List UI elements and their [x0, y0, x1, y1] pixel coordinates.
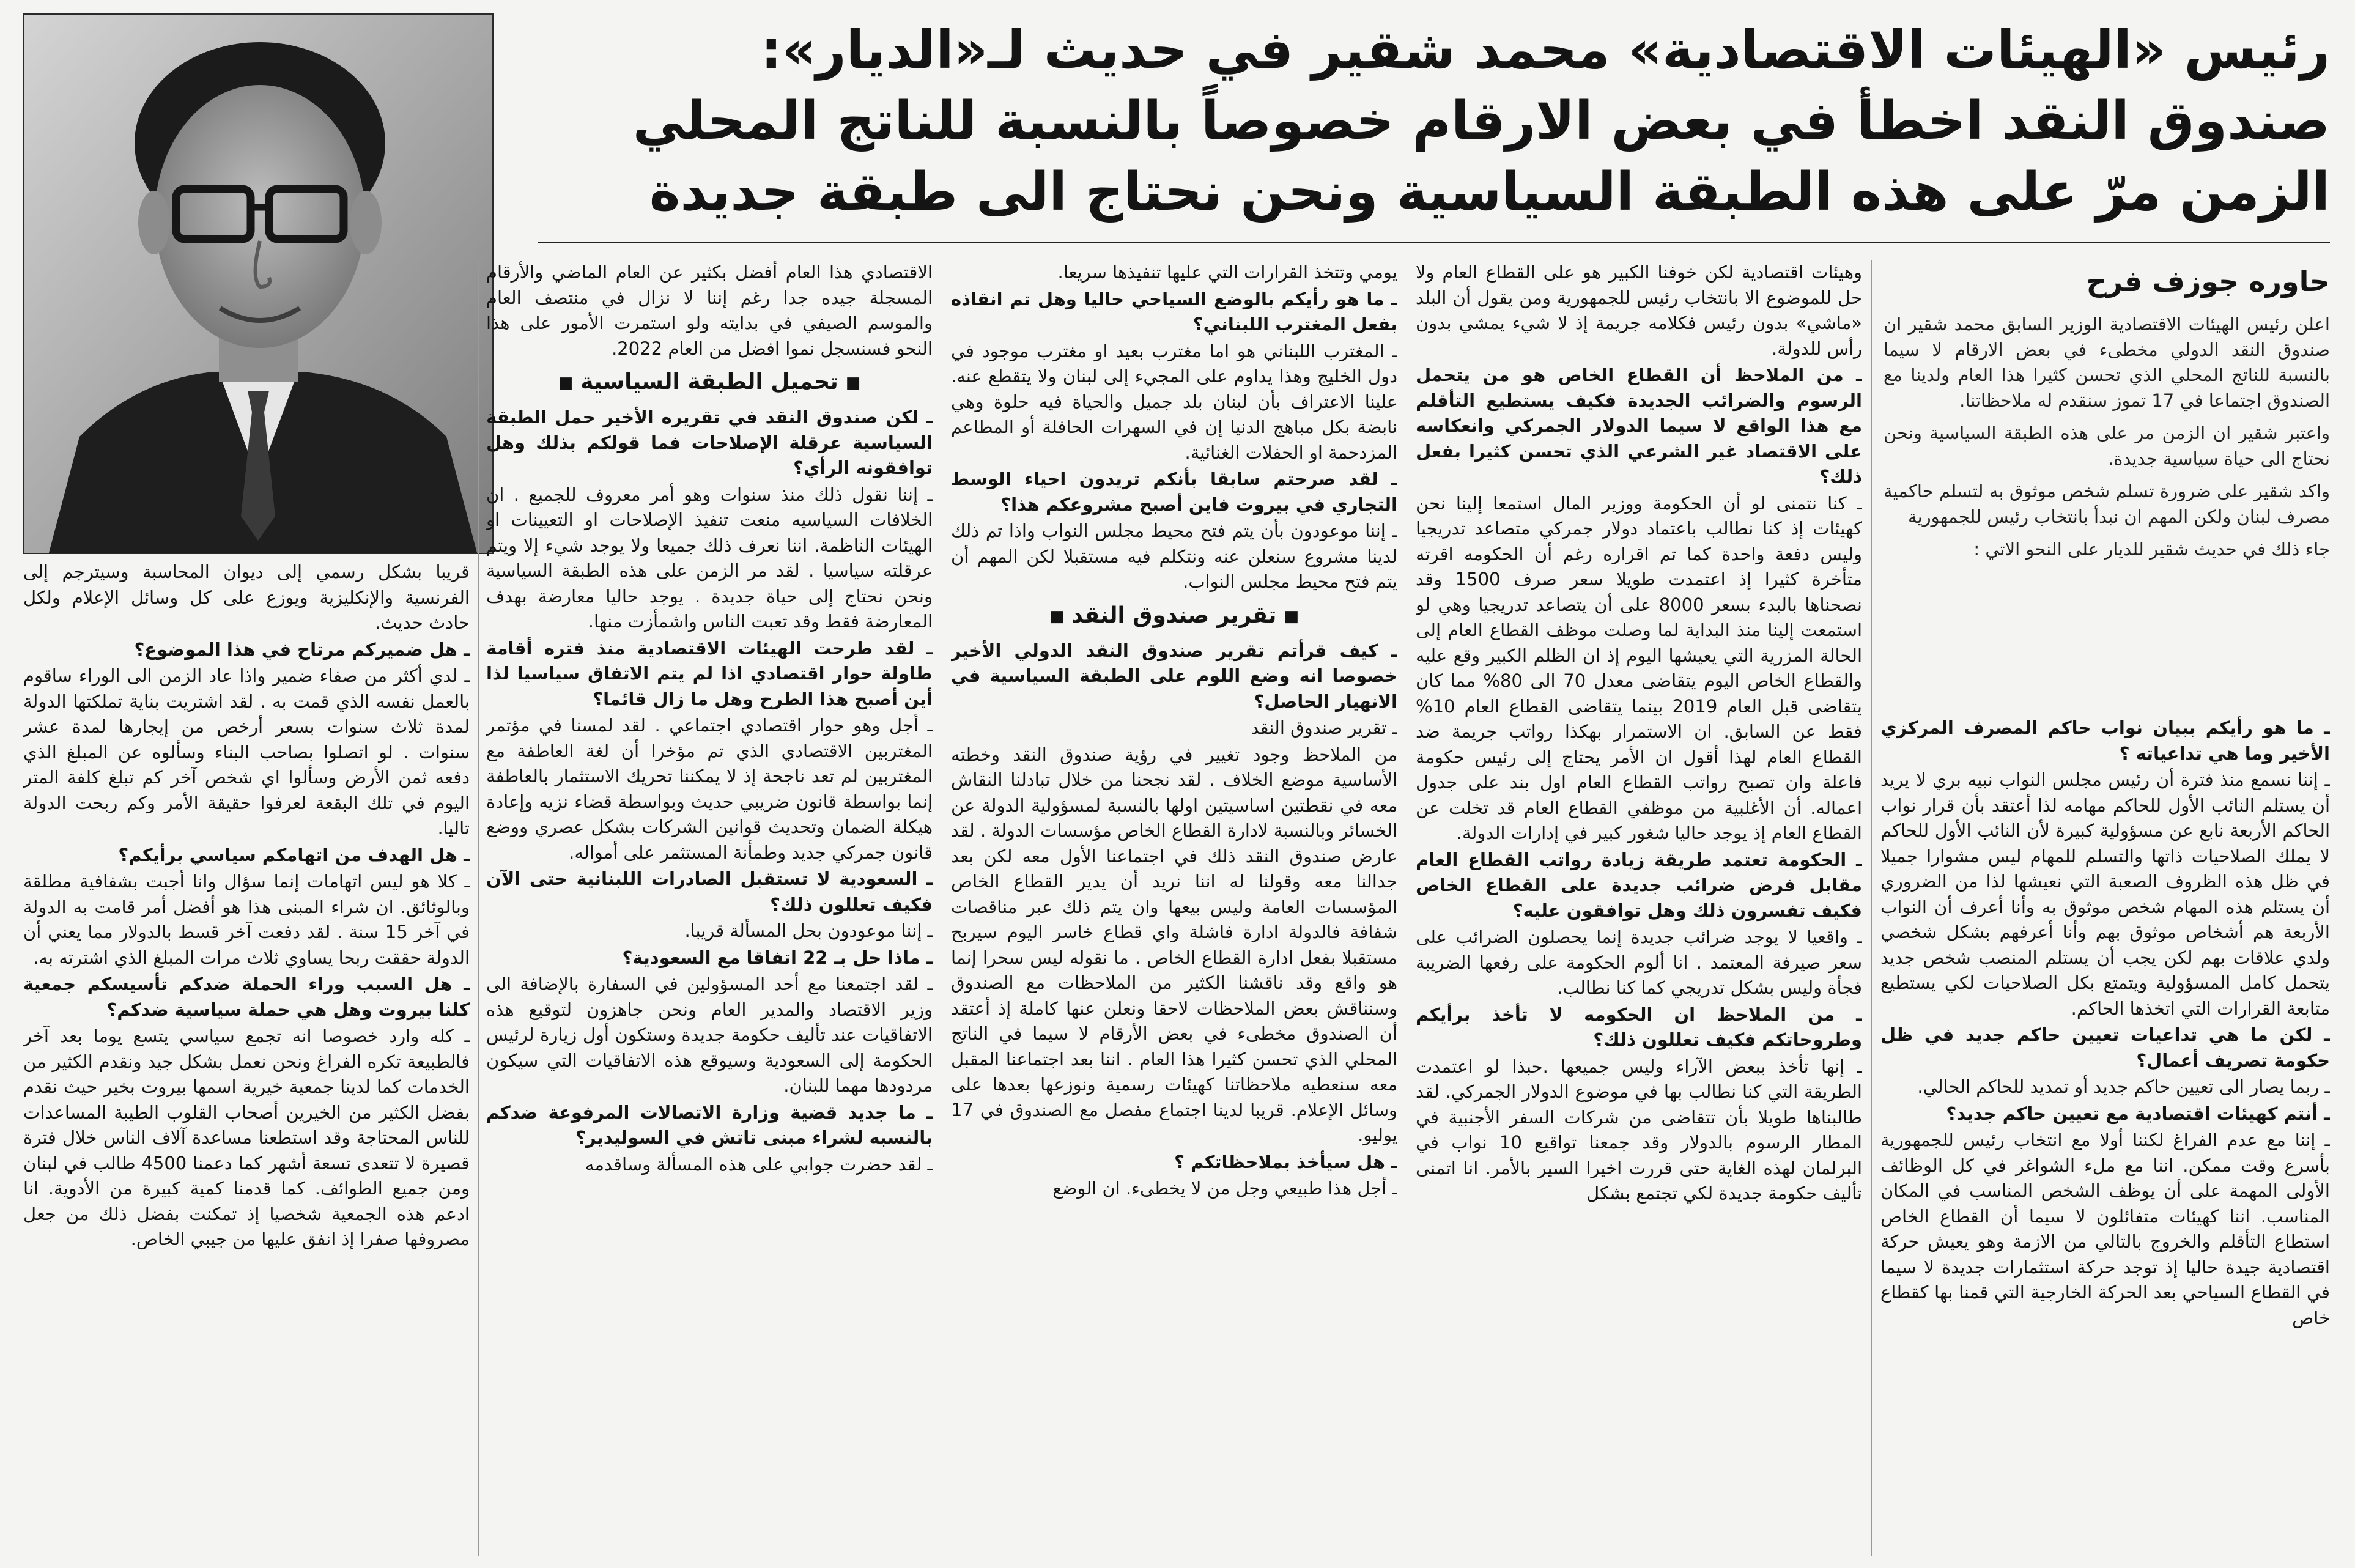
column-paragraph: يومي وتتخذ القرارات التي عليها تنفيذها سريعا. — [1057, 262, 1397, 283]
column-paragraph: ـ واقعيا لا يوجد ضرائب جديدة إنما يحصلون الضرائب على سعر صيرفة المعتمد . انا ألوم الحكومة على رفعها الضريبة فجأة وليس بشكل تدريجي كما كنا نطالب. — [1416, 926, 1862, 998]
section-heading-imf — [951, 600, 1397, 632]
column-paragraph: ـ من الملاحظ أن القطاع الخاص هو من يتحمل الرسوم والضرائب الجديدة فكيف يستطيع التأقلم مع هذا الواقع لا سيما الدولار الجمركي وانعكاسه على الاقتصاد غير الشرعي الذي تحسن كثيرا بفعل ذلك؟ — [1416, 364, 1862, 487]
column-1 — [1880, 716, 2330, 1559]
column-5 — [23, 560, 470, 1559]
column-paragraph: ـ إننا نسمع منذ فترة أن رئيس مجلس النواب نبيه بري لا يريد أن يستلم النائب الأول للحاكم مهامه لذا أعتقد بأن قرار نواب الحاكم الأربعة نابع عن مسؤولية كبيرة لأن النائب الأول للحاكم لا يملك الصلاحيات ذاتها والتسلم للمهام ليس مشوارا جميلا في ظل هذه الظروف الصعبة التي نعيشها لذا من الضروري أن يستلم هذه المهام شخص موثوق به وأنا أعرف أن النواب الأربعة هم أشخاص موثوق بهم وأنا أعرفهم بشكل شخصي ولدي علاقات بهم لكن يجب أن يستلم المنصب شخص جديد يتحمل كامل المسؤولية ويتمتع بكل الصلاحيات لكي يستطيع متابعة القرارات التي اتخذها الحاكم. — [1880, 769, 2330, 1019]
square-bullet-icon: ■ — [845, 374, 861, 392]
column-paragraph: ـ تقرير صندوق النقد — [1251, 717, 1397, 738]
column-paragraph: ـ كلا هو ليس اتهامات إنما سؤال وانا أجبت بشفافية مطلقة وبالوثائق. ان شراء المبنى هذا هو أفضل أمر قامت به الدولة في آخر 15 سنة . لقد دفعت آخر قسط بالدولار مما يعني أن الدولة حققت ربحا يساوي ثلاث مرات المبلغ الذي اشترته به. — [23, 871, 470, 968]
column-paragraph: ـ لقد صرحتم سابقا بأنكم تريدون احياء الوسط التجاري في بيروت فاين أصبح مشروعكم هذا؟ — [951, 468, 1397, 515]
column-paragraph: ـ هل السبب وراء الحملة ضدكم تأسيسكم جمعية كلنا بيروت وهل هي حملة سياسية ضدكم؟ — [23, 974, 470, 1020]
headline — [538, 15, 2330, 235]
intro-paragraph: واكد شقير على ضرورة تسلم شخص موثوق به لتسلم حاكمية مصرف لبنان ولكن المهم ان نبدأ بانتخاب رئيس للجمهورية — [1884, 481, 2330, 527]
column-paragraph: قريبا بشكل رسمي إلى ديوان المحاسبة وسيترجم إلى الفرنسية والإنكليزية ويوزع على كل وسائل الإعلام ولكل حادث حديث. — [23, 561, 470, 633]
column-paragraph: ـ إنها تأخذ ببعض الآراء وليس جميعها .حبذا لو اعتمدت الطريقة التي كنا نطالب بها في موضوع الدولار الجمركي. لقد طالبناها طويلا بأن تتقاضى من شركات السفر الأجنبية في المطار الرسوم بالدولار وقد جمعنا تواقيع 10 نواب في البرلمان لهذه الغاية حتى قررت اخيرا السير بالأمر. انا اتمنى تأليف حكومة جديدة لكي تجتمع بشكل — [1416, 1056, 1862, 1204]
column-paragraph: ـ إننا مع عدم الفراغ لكننا أولا مع انتخاب رئيس للجمهورية بأسرع وقت ممكن. اننا مع ملء الشواغر في كل الوظائف الأولى المهمة على أن يوظف الشخص المناسب في المكان المناسب. اننا كهيئات متفائلون لا سيما أن القطاع الخاص استطاع التأقلم والخروج بالتالي من الازمة وهو يعيش حركة اقتصادية جيدة حاليا إذ توجد حركة استثمارات جديدة لا سيما في القطاع السياحي بعد الحركة الخارجية التي قمنا بها كقطاع خاص — [1880, 1130, 2330, 1328]
byline: حاوره جوزف فرح — [2086, 265, 2330, 298]
portrait-photo — [23, 13, 494, 554]
column-paragraph: ـ هل ضميركم مرتاح في هذا الموضوع؟ — [134, 638, 470, 660]
column-3 — [951, 260, 1397, 1559]
section-heading-politics — [486, 366, 933, 399]
column-paragraph: ـ ما جديد قضية وزارة الاتصالات المرفوعة ضدكم بالنسبه لشراء مبنى تاتش في السوليدير؟ — [486, 1101, 933, 1148]
column-4 — [486, 260, 933, 1559]
column-paragraph: ـ لقد حضرت جوابي على هذه المسألة وساقدمه — [585, 1153, 933, 1175]
column-paragraph: وهيئات اقتصادية لكن خوفنا الكبير هو على القطاع العام ولا حل للموضوع الا بانتخاب رئيس للجمهورية ومن يقول أن البلد «ماشي» بدون رئيس فكلامه جريمة إذ لا شيء يمشي بدون رأس للدولة. — [1416, 262, 1862, 359]
column-paragraph: ـ لكن ما هي تداعيات تعيين حاكم جديد في ظل حكومة تصريف أعمال؟ — [1880, 1024, 2330, 1071]
square-bullet-icon: ■ — [1049, 607, 1065, 626]
column-paragraph: ـ إننا نقول ذلك منذ سنوات وهو أمر معروف للجميع . ان الخلافات السياسيه منعت تنفيذ الإصلاحات او التعيينات او الهيئات الناظمة. اننا نعرف ذلك جميعا ولا يوجد شيء إلا ويتم عرقلته سياسيا . لقد مر الزمن على هذه الطبقة السياسية ونحن نحتاج إلى حياة جديدة . يوجد حاليا معارضة بهدف المعارضة فقط وقد تعبت الناس واشمأزت منها. — [486, 484, 933, 632]
column-paragraph: ـ كنا نتمنى لو أن الحكومة ووزير المال استمعا إلينا نحن كهيئات إذ كنا نطالب باعتماد دولار جمركي متصاعد تدريجيا وليس دفعة واحدة كما تم اقراره رغم أن الحكومه اقرته متأخرة كثيرا إذ اعتمدت طويلا سعر صرف 1500 وقد نصحناها بالبدء بسعر 8000 على أن يتصاعد تدريجيا وهي لو استمعت إلينا منذ البداية لما وصلت موظف القطاع العام إلى الحالة المزرية التي يعيشها اليوم إذ ان الظلم الكبير وقع عليه والقطاع الخاص اليوم يتقاضى معدل 70 الى 80% مما كان يتقاضى قبل العام 2019 بينما يتقاضى القطاع العام 10% فقط عن السابق. ان الاستمرار بهكذا رواتب جريمة ضد القطاع العام لهذا أقول ان الأمر يحتاج إلى رئيس حكومة فاعلة وان تصبح رواتب القطاع العام اول بند على جدول اعماله. أن الأغلبية من موظفي القطاع العام قد تخلت عن القطاع العام إذ يوجد حاليا شغور كبير في إدارات الدولة. — [1416, 492, 1862, 843]
column-paragraph: ـ ما هو رأيكم بالوضع السياحي حاليا وهل تم انقاذه بفعل المغترب اللبناني؟ — [951, 288, 1397, 335]
headline-line-1: رئيس «الهيئات الاقتصادية» محمد شقير في حديث لـ«الديار»: — [761, 20, 2330, 81]
headline-line-2: صندوق النقد اخطأ في بعض الارقام خصوصاً بالنسبة للناتج المحلي — [632, 91, 2330, 152]
column-paragraph: ـ أجل هذا طبيعي وجل من لا يخطىء. ان الوضع — [1052, 1178, 1397, 1199]
column-paragraph: ـ هل سيأخذ بملاحظاتكم ؟ — [1174, 1151, 1397, 1172]
column-paragraph: ـ لدي أكثر من صفاء ضمير واذا عاد الزمن الى الوراء ساقوم بالعمل نفسه الذي قمت به . لقد اشتريت بناية تملكتها الدولة لمدة ثلاث سنوات بسعر أرخص من إيجارها لمدة عشر سنوات . لو اتصلوا بصاحب البناء وسألوه عن المبلغ الذي دفعه ثمن الأرض وسألوا اي شخص آخر كم تبلغ كلفة المتر اليوم في تلك البقعة لعرفوا حقيقة الأمر وكم ربحت الدولة تاليا. — [23, 665, 470, 838]
column-paragraph: ـ ربما يصار الى تعيين حاكم جديد أو تمديد للحاكم الحالي. — [1917, 1076, 2330, 1097]
column-paragraph: ـ كله وارد خصوصا انه تجمع سياسي يتسع يوما بعد آخر فالطبيعة تكره الفراغ ونحن نعمل بشكل جيد ونقدم الكثير من الخدمات كما لدينا جمعية خيرية اسمها بيروت بخير حيث نقدم بفضل الكثير من الخيرين أصحاب القلوب الطيبة المساعدات للناس المحتاجة وقد استطعنا مساعدة آلاف الناس خلال فترة قصيرة لا تتعدى تسعة أشهر كما دعمنا 4500 طالب في لبنان ومن جميع الطوائف. كما قدمنا كمية كبيرة من الأدوية. انا ادعم هذه الجمعية شخصيا إذ تمكنت بفضل ذلك من جعل مصروفها صفرا إذ انفق عليها من جيبي الخاص. — [23, 1026, 470, 1249]
column-paragraph: ـ السعودية لا تستقبل الصادرات اللبنانية حتى الآن فكيف تعللون ذلك؟ — [486, 868, 933, 915]
section-heading-text: تقرير صندوق النقد — [1071, 602, 1277, 628]
column-paragraph: ـ الحكومة تعتمد طريقة زيادة رواتب القطاع العام مقابل فرض ضرائب جديدة على القطاع الخاص فكيف تفسرون ذلك وهل توافقون عليه؟ — [1416, 849, 1862, 921]
square-bullet-icon: ■ — [1284, 607, 1300, 626]
intro-paragraph: جاء ذلك في حديث شقير للديار على النحو الاتي : — [1973, 539, 2330, 560]
column-paragraph: ـ لكن صندوق النقد في تقريره الأخير حمل الطبقة السياسية عرقلة الإصلاحات فما قولكم بذلك وهل توافقونه الرأي؟ — [486, 407, 933, 478]
column-paragraph: ـ ما هو رأيكم ببيان نواب حاكم المصرف المركزي الأخير وما هي تداعياته ؟ — [1880, 717, 2330, 764]
headline-line-3: الزمن مرّ على هذه الطبقة السياسية ونحن نحتاج الى طبقة جديدة — [649, 161, 2330, 223]
column-paragraph: الاقتصادي هذا العام أفضل بكثير عن العام الماضي والأرقام المسجلة جيده جدا رغم إننا لا نزال في منتصف العام والموسم الصيفي في بدايته ولو استمرت الأمور على هذا النحو فسنسجل نموا افضل من العام 2022. — [486, 262, 933, 359]
intro-paragraph: واعتبر شقير ان الزمن مر على هذه الطبقة السياسية ونحن نحتاج الى حياة سياسية جديدة. — [1884, 423, 2330, 469]
headline-divider — [538, 242, 2330, 243]
column-paragraph: ـ لقد اجتمعنا مع أحد المسؤولين في السفارة بالإضافة الى وزير الاقتصاد والمدير العام ونحن جاهزون لتوقيع هذه الاتفاقيات عند تأليف حكومة جديدة وستكون أول زيارة لرئيس الحكومة إلى السعودية وسيوقع هذه الاتفاقيات التي سيكون مردودها مهما للبنان. — [486, 974, 933, 1096]
column-paragraph: ـ لقد طرحت الهيئات الاقتصادية منذ فتره أقامة طاولة حوار اقتصادي اذا لم يتم الاتفاق سياسيا لذا أين أصبح هذا الطرح وهل ما زال قائما؟ — [486, 637, 933, 709]
column-paragraph: ـ أجل وهو حوار اقتصادي اجتماعي . لقد لمسنا في مؤتمر المغتربين الاقتصادي الذي تم مؤخرا أن لغة العاطفة مع المغتربين لم تعد ناجحة إذ لا يمكننا تحريك الاستثمار بالعاطفة إنما بواسطة قانون ضريبي حديث وبواسطة قضاء نزيه وإعادة هيكلة الضمان وتحديث قوانين الشركات بشكل عصري ووضع قانون جمركي جديد وطمأنة المستثمر على أمواله. — [486, 715, 933, 863]
column-2 — [1416, 260, 1862, 1559]
column-paragraph: ـ من الملاحظ ان الحكومه لا تأخذ برأيكم وطروحاتكم فكيف تعللون ذلك؟ — [1416, 1004, 1862, 1050]
column-paragraph: ـ كيف قرأتم تقرير صندوق النقد الدولي الأخير خصوصا انه وضع اللوم على الطبقة السياسية في الانهيار الحاصل؟ — [951, 640, 1397, 712]
square-bullet-icon: ■ — [558, 374, 574, 392]
column-paragraph: ـ إننا موعودون بحل المسألة قريبا. — [684, 920, 933, 941]
section-heading-text: تحميل الطبقة السياسية — [580, 369, 838, 394]
column-paragraph: ـ إننا موعودون بأن يتم فتح محيط مجلس النواب واذا تم ذلك لدينا مشروع سنعلن عنه ونتكلم فيه مستقبلا لكن المهم أن يتم فتح محيط مجلس النواب. — [951, 520, 1397, 592]
intro-paragraph: اعلن رئيس الهيئات الاقتصادية الوزير السابق محمد شقير ان صندوق النقد الدولي مخطىء في بعض الارقام لا سيما بالنسبة للناتج المحلي الذي تحسن كثيرا هذا العام ولدينا مع الصندوق اجتماعا في 17 تموز سنقدم له ملاحظاتنا. — [1884, 314, 2330, 411]
column-paragraph: ـ ماذا حل بـ 22 اتفاقا مع السعودية؟ — [622, 947, 933, 968]
portrait-figure — [24, 15, 492, 553]
column-paragraph: ـ أنتم كهيئات اقتصادية مع تعيين حاكم جديد؟ — [1946, 1103, 2330, 1124]
column-paragraph: من الملاحظ وجود تغيير في رؤية صندوق النقد وخطته الأساسية موضع الخلاف . لقد نجحنا من خلال تبادلنا النقاش معه في نقطتين اساسيتين اولها بالنسبة لمسؤولية الدولة عن الخسائر وبالنسبة لادارة القطاع الخاص مؤسسات الدولة . لقد عارض صندوق النقد ذلك في اجتماعنا الأول معه لكن بعد جدالنا معه وقولنا له اننا نريد أن يدير القطاع الخاص المؤسسات العامة وليس بيعها وان يتم ذلك عبر مناقصات شفافة فالدولة ادارة فاشلة واي قطاع خاسر اليوم سيربح مستقبلا بفعل ادارة القطاع الخاص . ما نقوله ليس سحرا إنما هو واقع وقد ناقشنا الكثير من الملاحظات مع الصندوق وسنناقش بعض الملاحظات لاحقا ونعلن عنها كاملة إذ أعتقد أن الصندوق مخطىء في بعض الأرقام لا سيما في الناتج المحلي الذي تحسن كثيرا هذا العام . اننا بعد اجتماعنا المقبل معه سنعطيه ملاحظاتنا كهيئات رسمية ونوزعها بعدها على وسائل الإعلام. قريبا لدينا اجتماع مفصل مع الصندوق في 17 يوليو. — [951, 744, 1397, 1145]
column-divider — [1871, 260, 1872, 1556]
column-divider — [478, 260, 479, 1556]
column-paragraph: ـ المغترب اللبناني هو اما مغترب بعيد او مغترب موجود في دول الخليج وهذا يداوم على المجيء إلى لبنان ولا يتقطع عنه. علينا الاعتراف بأن لبنان بلد جميل والحياة فيه حلوة وهي نابضة بكل مباهج الدنيا إن في السهرات الحافلة أو المطاعم المزدحمة او الحفلات الغنائية. — [951, 340, 1397, 463]
column-paragraph: ـ هل الهدف من اتهامكم سياسي برأيكم؟ — [118, 844, 470, 865]
intro — [1884, 312, 2330, 703]
